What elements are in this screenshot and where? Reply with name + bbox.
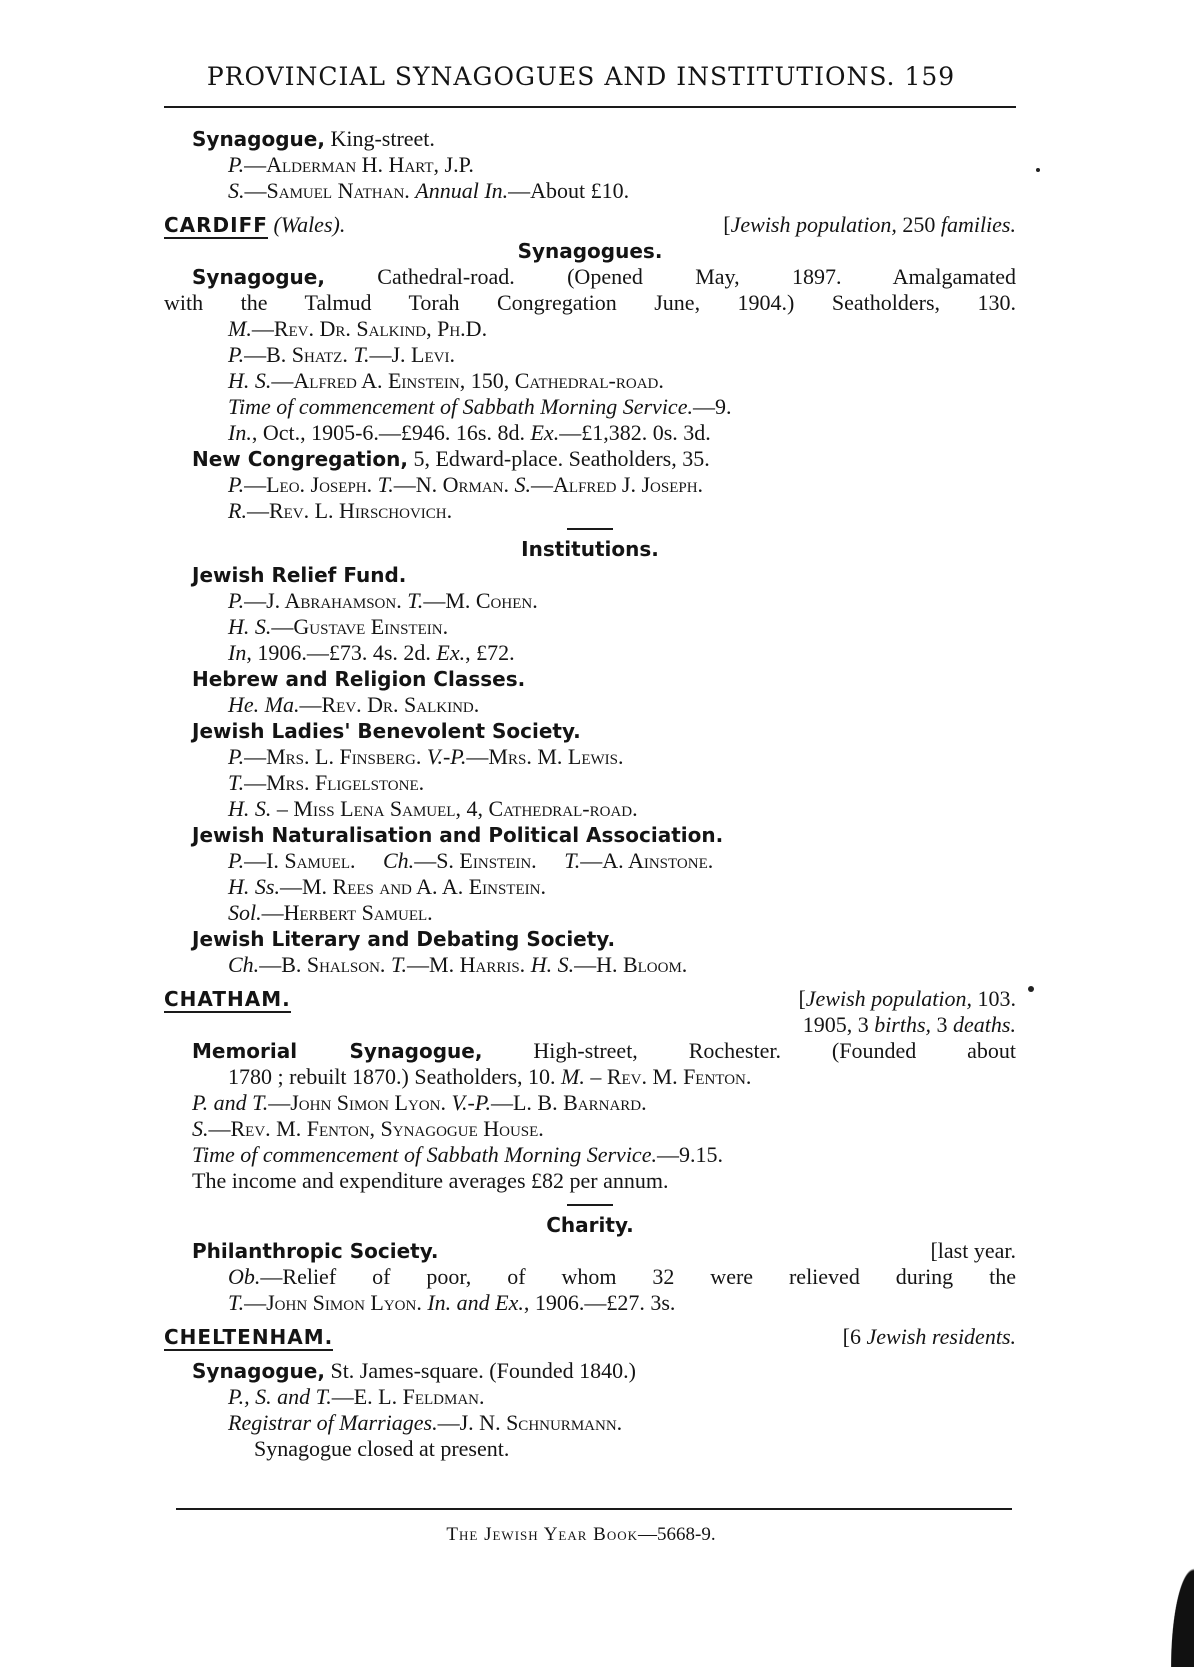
print-speck: [1036, 168, 1040, 172]
scan-page-corner: [1154, 1497, 1194, 1667]
chatham-president-line: P. and T.—John Simon Lyon. V.-P.—L. B. Barnard.: [192, 1090, 647, 1115]
cardiff-population: [Jewish population, 250 families.: [723, 212, 1016, 237]
philanthropic-treasurer: T.—John Simon Lyon. In. and Ex., 1906.—£27. 3s.: [228, 1290, 676, 1315]
cardiff-nc-reader-line: R.—Rev. L. Hirschovich.: [228, 498, 453, 523]
chatham-heading: [164, 986, 1016, 1012]
chatham-charity-heading: Charity.: [546, 1213, 634, 1237]
cardiff-syn-line2: with the Talmud Torah Congregation June, 1904.) Seatholders, 130.: [164, 290, 1016, 315]
prev-synagogue-line: Synagogue, King-street.: [192, 126, 435, 151]
ladies-society-hon-sec: H. S. – Miss Lena Samuel, 4, Cathedral-road.: [228, 796, 638, 821]
cardiff-heading: [164, 212, 1016, 238]
relief-fund-income: In, 1906.—£73. 4s. 2d. Ex., £72.: [228, 640, 515, 665]
philanthropic-object: Ob.—Relief of poor, of whom 32 were relieved during the: [228, 1264, 1016, 1289]
cardiff-region: (Wales).: [273, 212, 346, 237]
header-title: PROVINCIAL SYNAGOGUES AND INSTITUTIONS.: [206, 62, 896, 91]
cardiff-nc-officers-line: P.—Leo. Joseph. T.—N. Orman. S.—Alfred J. Joseph.: [228, 472, 704, 497]
cheltenham-closed-line: Synagogue closed at present.: [254, 1436, 510, 1461]
footer-rule: [176, 1508, 1012, 1510]
section-divider-2: [567, 1204, 613, 1206]
chatham-secretary-line: S.—Rev. M. Fenton, Synagogue House.: [192, 1116, 544, 1141]
cardiff-president-line: P.—B. Shatz. T.—J. Levi.: [228, 342, 455, 367]
cardiff-synagogues-heading: Synagogues.: [517, 239, 663, 263]
naturalisation-title: Jewish Naturalisation and Political Association.: [192, 823, 724, 847]
chatham-income-line: The income and expenditure averages £82 per annum.: [192, 1168, 669, 1193]
cheltenham-officers-line: P., S. and T.—E. L. Feldman.: [228, 1384, 485, 1409]
cardiff-income-line: In., Oct., 1905-6.—£946. 16s. 8d. Ex.—£1,382. 0s. 3d.: [228, 420, 711, 445]
header-rule: [164, 106, 1016, 108]
relief-fund-officers: P.—J. Abrahamson. T.—M. Cohen.: [228, 588, 538, 613]
ladies-society-title: Jewish Ladies' Benevolent Society.: [192, 719, 581, 743]
running-header: [150, 62, 1012, 91]
running-footer: [150, 1524, 1012, 1546]
chatham-town-name: CHATHAM.: [164, 987, 291, 1011]
naturalisation-hon-secs: H. Ss.—M. Rees and A. A. Einstein.: [228, 874, 546, 899]
footer-year: —5668-9.: [638, 1524, 716, 1545]
cardiff-minister-line: M.—Rev. Dr. Salkind, Ph.D.: [228, 316, 488, 341]
naturalisation-solicitor: Sol.—Herbert Samuel.: [228, 900, 433, 925]
ladies-society-officers: P.—Mrs. L. Finsberg. V.-P.—Mrs. M. Lewis.: [228, 744, 624, 769]
ladies-society-treasurer: T.—Mrs. Fligelstone.: [228, 770, 425, 795]
cardiff-hon-sec-line: H. S.—Alfred A. Einstein, 150, Cathedral-road.: [228, 368, 664, 393]
cheltenham-syn-line: Synagogue, St. James-square. (Founded 1840.): [192, 1358, 636, 1383]
page-body: [164, 126, 1016, 1462]
philanthropic-title: Philanthropic Society. [last year.: [192, 1238, 1016, 1263]
chatham-service-time-line: Time of commencement of Sabbath Morning Service.—9.15.: [192, 1142, 723, 1167]
classes-title: Hebrew and Religion Classes.: [192, 667, 526, 691]
cardiff-service-time-line: Time of commencement of Sabbath Morning Service.—9.: [228, 394, 732, 419]
print-speck: [1028, 986, 1034, 992]
relief-fund-title: Jewish Relief Fund.: [192, 563, 407, 587]
chatham-syn-line2: 1780 ; rebuilt 1870.) Seatholders, 10. M. – Rev. M. Fenton.: [228, 1064, 752, 1089]
chatham-syn-line1: Memorial Synagogue, High-street, Rochester. (Founded about: [192, 1038, 1016, 1063]
section-divider: [567, 528, 613, 530]
chatham-population: [Jewish population, 103.: [798, 986, 1016, 1011]
literary-society-officers: Ch.—B. Shalson. T.—M. Harris. H. S.—H. Bloom.: [228, 952, 688, 977]
cardiff-institutions-heading: Institutions.: [521, 537, 659, 561]
cardiff-new-congregation-line: New Congregation, 5, Edward-place. Seatholders, 35.: [192, 446, 710, 471]
prev-president-line: P.—Alderman H. Hart, J.P.: [228, 152, 474, 177]
prev-secretary-line: S.—Samuel Nathan. Annual In.—About £10.: [228, 178, 630, 203]
page-number: 159: [904, 62, 956, 91]
relief-fund-hon-sec: H. S.—Gustave Einstein.: [228, 614, 449, 639]
cheltenham-residents: [6 Jewish residents.: [842, 1324, 1016, 1349]
cardiff-syn-line1: Synagogue, Cathedral-road. (Opened May, 1897. Amalgamated: [192, 264, 1016, 289]
naturalisation-officers: P.—I. Samuel. Ch.—S. Einstein. T.—A. Ainstone.: [228, 848, 714, 873]
classes-headmaster: He. Ma.—Rev. Dr. Salkind.: [228, 692, 480, 717]
footer-book-title: The Jewish Year Book: [446, 1524, 638, 1545]
cheltenham-registrar-line: Registrar of Marriages.—J. N. Schnurmann.: [228, 1410, 623, 1435]
cheltenham-town-name: CHELTENHAM.: [164, 1325, 334, 1349]
chatham-vital-stats: 1905, 3 births, 3 deaths.: [802, 1012, 1016, 1037]
literary-society-title: Jewish Literary and Debating Society.: [192, 927, 616, 951]
cheltenham-heading: [164, 1324, 1016, 1350]
cardiff-town-name: CARDIFF: [164, 213, 268, 237]
